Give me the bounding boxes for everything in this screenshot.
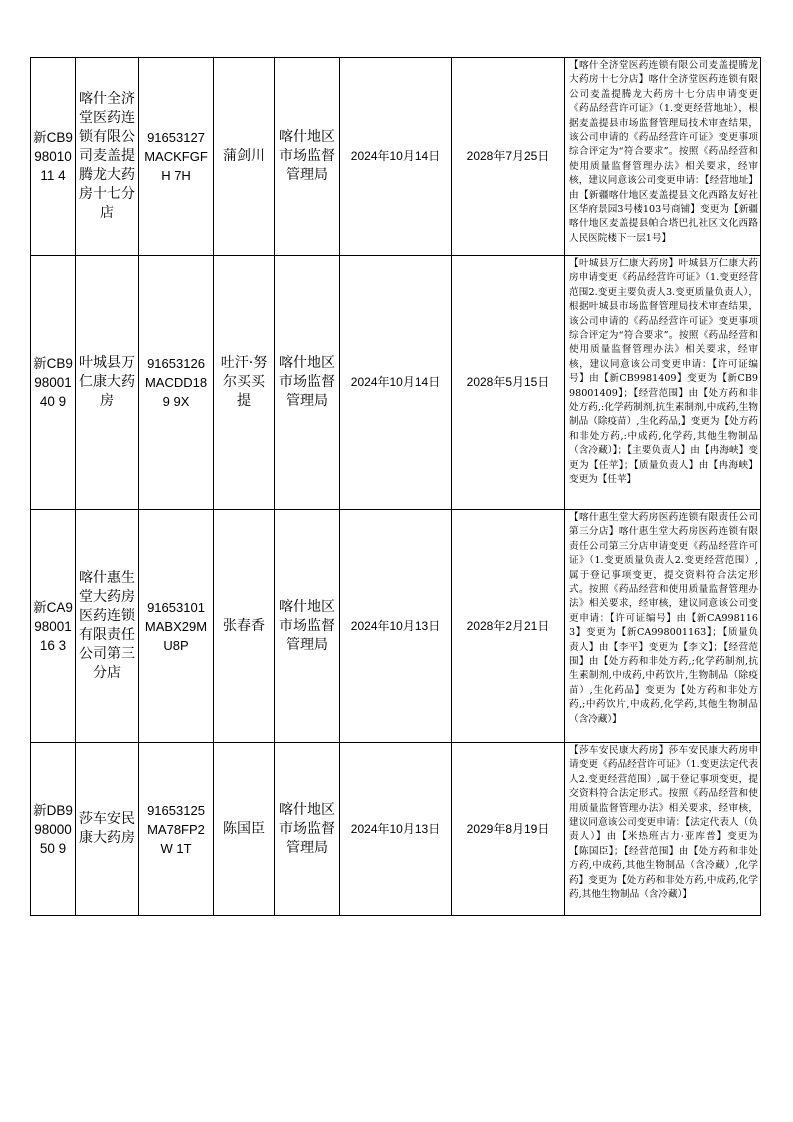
issue-date-cell xyxy=(340,256,452,510)
expire-date-cell xyxy=(452,58,565,256)
issue-date: 2024年10月13日 xyxy=(350,821,441,836)
legal-person: 蒲剑川 xyxy=(223,148,265,164)
change-description: 【莎车安民康大药房】莎车安民康大药房申请变更《药品经营许可证》（1.变更法定代表人2.变更经营范围）,属于登记事项变更，提交资料符合法定形式。按照《药品经营和使用质量监督管理办法》相关要求，经审核，建议同意该公司变更申请：【法定代表人（负责人）】由【米热班古力·亚库普】变更为【陈国臣】；【经营范围】由【处方药和非处方药,中成药,其他生物制品（含冷藏）,化学药】变更为【处方药和非处方药,中成药,化学药,其他生物制品（含冷藏）】 xyxy=(569,745,758,901)
change-description-cell xyxy=(565,743,761,916)
legal-person-cell xyxy=(214,510,275,743)
company-name: 莎车安民康大药房 xyxy=(79,811,135,846)
authority: 喀什地区市场监督管理局 xyxy=(279,801,335,856)
license-number: 新CA99800116 3 xyxy=(33,599,73,653)
change-description: 【叶城县万仁康大药房】叶城县万仁康大药房申请变更《药品经营许可证》（1.变更经营范围2.变更主要负责人3.变更质量负责人），根据叶城县市场监督管理局技术审查结果，该公司申请的《药品经营许可证》变更事项综合评定为“符合要求”。按照《药品经营和使用质量监督管理办法》相关要求，经审核，建议同意该公司变更申请：【许可证编号】由【新CB9981409】变更为【新CB998001409】；【经营范围】由【处方药和非处方药,:化学药制剂,抗生素制剂,中成药,生物制品（除疫苗）,生化药品,】变更为【处方药和非处方药,:中成药,化学药,其他生物制品（含冷藏）】；【主要负责人】由【冉海峡】变更为【任苹】；【质量负责人】由【冉海峡】变更为【任苹】 xyxy=(569,258,758,486)
table-row xyxy=(31,510,761,743)
issue-date: 2024年10月14日 xyxy=(350,149,441,163)
credit-code: 91653127 MACKFGFH 7H xyxy=(144,130,208,183)
authority: 喀什地区市场监督管理局 xyxy=(279,598,335,653)
expire-date: 2029年8月19日 xyxy=(466,821,550,836)
expire-date: 2028年7月25日 xyxy=(466,149,550,163)
company-name: 喀什惠生堂大药房医药连锁有限责任公司第三分店 xyxy=(79,570,135,681)
legal-person: 陈国臣 xyxy=(223,820,265,837)
credit-code-cell xyxy=(139,743,214,916)
change-description-cell xyxy=(565,58,761,256)
company-name: 喀什全济堂医药连锁有限公司麦盖提腾龙大药房十七分店 xyxy=(79,91,135,221)
issue-date: 2024年10月13日 xyxy=(350,618,441,633)
credit-code-cell xyxy=(139,256,214,510)
table-row xyxy=(31,256,761,510)
license-number: 新CB99800140 9 xyxy=(33,356,73,409)
legal-person-cell xyxy=(214,743,275,916)
issue-date: 2024年10月14日 xyxy=(350,375,441,389)
change-description: 【喀什惠生堂大药房医药连锁有限责任公司第三分店】喀什惠生堂大药房医药连锁有限责任公司第三分店申请变更《药品经营许可证》（1.变更质量负责人2.变更经营范围）,属于登记事项变更，提交资料符合法定形式。按照《药品经营和使用质量监督管理办法》相关要求，经审核，建议同意该公司变更申请：【许可证编号】由【新CA9981163】变更为【新CA998001163】；【质量负责人】由【李平】变更为【李文】；【经营范围】由【处方药和非处方药,;化学药制剂,抗生素制剂,中成药,中药饮片,生物制品（除疫苗）,生化药品】变更为【处方药和非处方药,;中药饮片,中成药,化学药,其他生物制品（含冷藏）】 xyxy=(569,512,758,725)
credit-code: 91653126 MACDD189 9X xyxy=(144,356,208,409)
authority-cell xyxy=(275,256,340,510)
company-name-cell xyxy=(76,58,139,256)
expire-date: 2028年2月21日 xyxy=(466,618,550,633)
authority-cell xyxy=(275,743,340,916)
credit-code: 91653101 MABX29M U8P xyxy=(144,599,208,653)
license-number-cell xyxy=(31,58,76,256)
credit-code-cell xyxy=(139,510,214,743)
company-name-cell xyxy=(76,510,139,743)
license-number-cell xyxy=(31,743,76,916)
legal-person-cell xyxy=(214,256,275,510)
company-name: 叶城县万仁康大药房 xyxy=(79,355,135,409)
change-description-cell xyxy=(565,510,761,743)
license-number: 新CB99801011 4 xyxy=(33,130,73,183)
issue-date-cell xyxy=(340,743,452,916)
authority-cell xyxy=(275,58,340,256)
expire-date: 2028年5月15日 xyxy=(466,375,550,389)
issue-date-cell xyxy=(340,510,452,743)
license-number-cell xyxy=(31,510,76,743)
credit-code-cell xyxy=(139,58,214,256)
expire-date-cell xyxy=(452,743,565,916)
company-name-cell xyxy=(76,743,139,916)
legal-person: 吐汗·努尔买买提 xyxy=(220,355,268,409)
license-number-cell xyxy=(31,256,76,510)
legal-person-cell xyxy=(214,58,275,256)
authority-cell xyxy=(275,510,340,743)
authority: 喀什地区市场监督管理局 xyxy=(279,355,335,409)
company-name-cell xyxy=(76,256,139,510)
license-change-table xyxy=(30,57,761,916)
credit-code: 91653125 MA78FP2W 1T xyxy=(147,802,205,856)
expire-date-cell xyxy=(452,256,565,510)
expire-date-cell xyxy=(452,510,565,743)
authority: 喀什地区市场监督管理局 xyxy=(279,129,335,183)
change-description: 【喀什全济堂医药连锁有限公司麦盖提腾龙大药房十七分店】喀什全济堂医药连锁有限公司麦盖提腾龙大药房十七分店申请变更《药品经营许可证》（1.变更经营地址），根据麦盖提县市场监督管理局技术审查结果，该公司申请的《药品经营许可证》变更事项综合评定为“符合要求”。按照《药品经营和使用质量监督管理办法》相关要求，经审核，建议同意该公司变更申请：【经营地址】由【新疆喀什地区麦盖提县文化西路友好社区华府景园3号楼103号商铺】变更为【新疆喀什地区麦盖提县帕合塔巴扎社区文化西路人民医院楼下一层1号】 xyxy=(569,60,758,244)
issue-date-cell xyxy=(340,58,452,256)
change-description-cell xyxy=(565,256,761,510)
license-number: 新DB99800050 9 xyxy=(33,802,73,856)
table-row xyxy=(31,743,761,916)
legal-person: 张春香 xyxy=(223,617,265,634)
table-row xyxy=(31,58,761,256)
